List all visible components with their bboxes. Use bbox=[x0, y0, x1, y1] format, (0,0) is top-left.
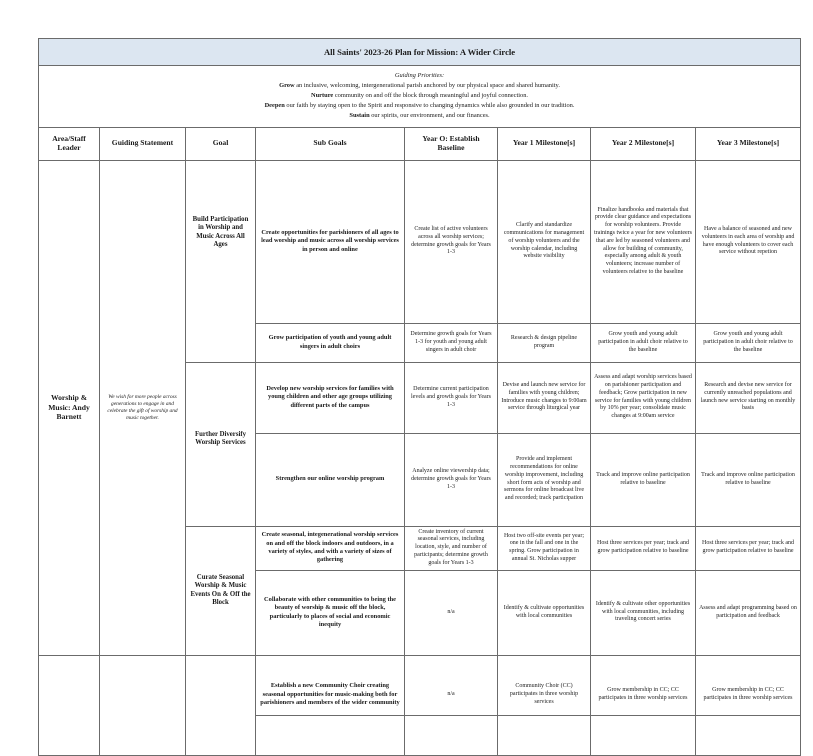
col-year3: Year 3 Milestone[s] bbox=[696, 127, 801, 160]
year1-cell: Community Choir (CC) participates in three worship services bbox=[498, 675, 591, 715]
priority-item: Deepen our faith by staying open to the Spirit and responsive to changing dynamics while also grounded in our tradition. bbox=[264, 101, 575, 109]
sub-goal: Create seasonal, integenerational worship services on and off the block indoors and outdoors, in a variety of styles, and with a variety of sizes of gathering bbox=[256, 526, 405, 570]
sub-goal: Collaborate with other communities to being the beauty of worship & music off the block, particularly to places of social and economic inequity bbox=[256, 570, 405, 655]
guiding-priorities bbox=[39, 66, 801, 128]
year2-cell: Host three services per year; track and grow participation relative to baseline bbox=[591, 526, 696, 570]
year1-cell: Research & design pipeline program bbox=[498, 323, 591, 362]
col-year1: Year 1 Milestone[s] bbox=[498, 127, 591, 160]
column-headers bbox=[39, 127, 801, 160]
sub-goal: Develop new worship services for families with young children and other age groups utilizing different parts of the campus bbox=[256, 362, 405, 433]
year3-cell: Assess and adapt programming based on participation and feedback bbox=[696, 570, 801, 655]
year2-cell: Finalize handbooks and materials that provide clear guidance and expectations for worship volunteers. Provide trainings twice a year for new volunteers that are led by seasoned volunteers and allow for building of community, especially among adult & youth volunteers; increase number of volunteers relative to the baseline bbox=[591, 160, 696, 323]
col-goal: Goal bbox=[186, 127, 256, 160]
year0-cell: Determine current participation levels and growth goals for Years 1-3 bbox=[405, 362, 498, 433]
year3-cell: Track and improve online participation relative to baseline bbox=[696, 433, 801, 526]
area-leader: Worship & Music: Andy Barnett bbox=[39, 160, 100, 655]
goal-cell-empty bbox=[186, 655, 256, 755]
year3-cell: Host three services per year; track and grow participation relative to baseline bbox=[696, 526, 801, 570]
year3-cell: Grow membership in CC; CC participates in three worship services bbox=[696, 675, 801, 715]
year0-cell: n/a bbox=[405, 675, 498, 715]
col-year0: Year O: Establish Baseline bbox=[405, 127, 498, 160]
guiding-statement: We wish for more people across generations to engage in and celebrate the gift of worship and music together. bbox=[100, 160, 186, 655]
goal-cell: Build Participation in Worship and Music Across All Ages bbox=[186, 160, 256, 362]
page-title: All Saints' 2023-26 Plan for Mission: A Wider Circle bbox=[39, 39, 801, 66]
year1-cell: Devise and launch new service for families with young children; Introduce music changes to 9:00am service through liturgical year bbox=[498, 362, 591, 433]
year1-cell: Clarify and standardize communications for management of worship volunteers and the worship calendar, including website visibility bbox=[498, 160, 591, 323]
guiding-statement-empty bbox=[100, 655, 186, 755]
year3-cell: Have a balance of seasoned and new volunteers in each area of worship and have enough volunteers to cover each service without repetion bbox=[696, 160, 801, 323]
goal-cell: Further Diversify Worship Services bbox=[186, 362, 256, 526]
priorities-header: Guiding Priorities: bbox=[394, 72, 445, 79]
year2-cell: Assess and adapt worship services based on parishioner participation and feedback; Grow participation in new service for families with young children by 10% per year; consolidate music changes at 9:00am service bbox=[591, 362, 696, 433]
year2-cell: Grow youth and young adult participation in adult choir relative to the baseline bbox=[591, 323, 696, 362]
sub-goal: Establish a new Community Choir creating seasonal opportunities for music-making both for parishioners and members of the wider community bbox=[256, 675, 405, 715]
year2-cell: Grow membership in CC; CC participates in three worship services bbox=[591, 675, 696, 715]
priority-item: Grow an inclusive, welcoming, intergenerational parish anchored by our physical space and shared humanity. bbox=[279, 81, 560, 89]
year3-cell: Grow youth and young adult participation in adult choir relative to the baseline bbox=[696, 323, 801, 362]
plan-table bbox=[38, 38, 801, 756]
year0-cell: n/a bbox=[405, 570, 498, 655]
year3-cell: Research and devise new service for currently unreached populations and launch new service starting on monthly basis bbox=[696, 362, 801, 433]
plan-document bbox=[38, 38, 800, 756]
year0-cell: Analyze online viewership data; determine growth goals for Years 1-3 bbox=[405, 433, 498, 526]
col-guiding: Guiding Statement bbox=[100, 127, 186, 160]
year0-cell: Create inventory of current seasonal services, including location, style, and number of participants; determine growth goals for Years 1-3 bbox=[405, 526, 498, 570]
sub-goal: Strengthen our online worship program bbox=[256, 433, 405, 526]
year1-cell: Provide and implement recommendations for online worship improvement, including short form acts of worship and sermons for online broadcast live and recorded; track participation bbox=[498, 433, 591, 526]
table-row bbox=[39, 160, 801, 323]
table-row-spacer bbox=[39, 655, 801, 675]
sub-goal: Create opportunities for parishioners of all ages to lead worship and music across all worship services in person and online bbox=[256, 160, 405, 323]
area-leader-empty bbox=[39, 655, 100, 755]
year2-cell: Identify & cultivate other opportunities with local communities, including traveling concert series bbox=[591, 570, 696, 655]
col-area: Area/Staff Leader bbox=[39, 127, 100, 160]
col-subgoals: Sub Goals bbox=[256, 127, 405, 160]
priority-item: Nurture community on and off the block through meaningful and joyful connection. bbox=[311, 91, 529, 99]
col-year2: Year 2 Milestone[s] bbox=[591, 127, 696, 160]
priority-item: Sustain our spirits, our environment, and our finances. bbox=[349, 111, 490, 119]
year1-cell: Identify & cultivate opportunities with local communities bbox=[498, 570, 591, 655]
year2-cell: Track and improve online participation relative to baseline bbox=[591, 433, 696, 526]
year0-cell: Create list of active volunteers across all worship services; determine growth goals for Years 1-3 bbox=[405, 160, 498, 323]
sub-goal: Grow participation of youth and young adult singers in adult choirs bbox=[256, 323, 405, 362]
goal-cell: Curate Seasonal Worship & Music Events On & Off the Block bbox=[186, 526, 256, 655]
year1-cell: Host two off-site events per year; one in the fall and one in the spring. Grow participation in annual St. Nicholas supper bbox=[498, 526, 591, 570]
year0-cell: Determine growth goals for Years 1-3 for youth and young adult singers in adult choir bbox=[405, 323, 498, 362]
